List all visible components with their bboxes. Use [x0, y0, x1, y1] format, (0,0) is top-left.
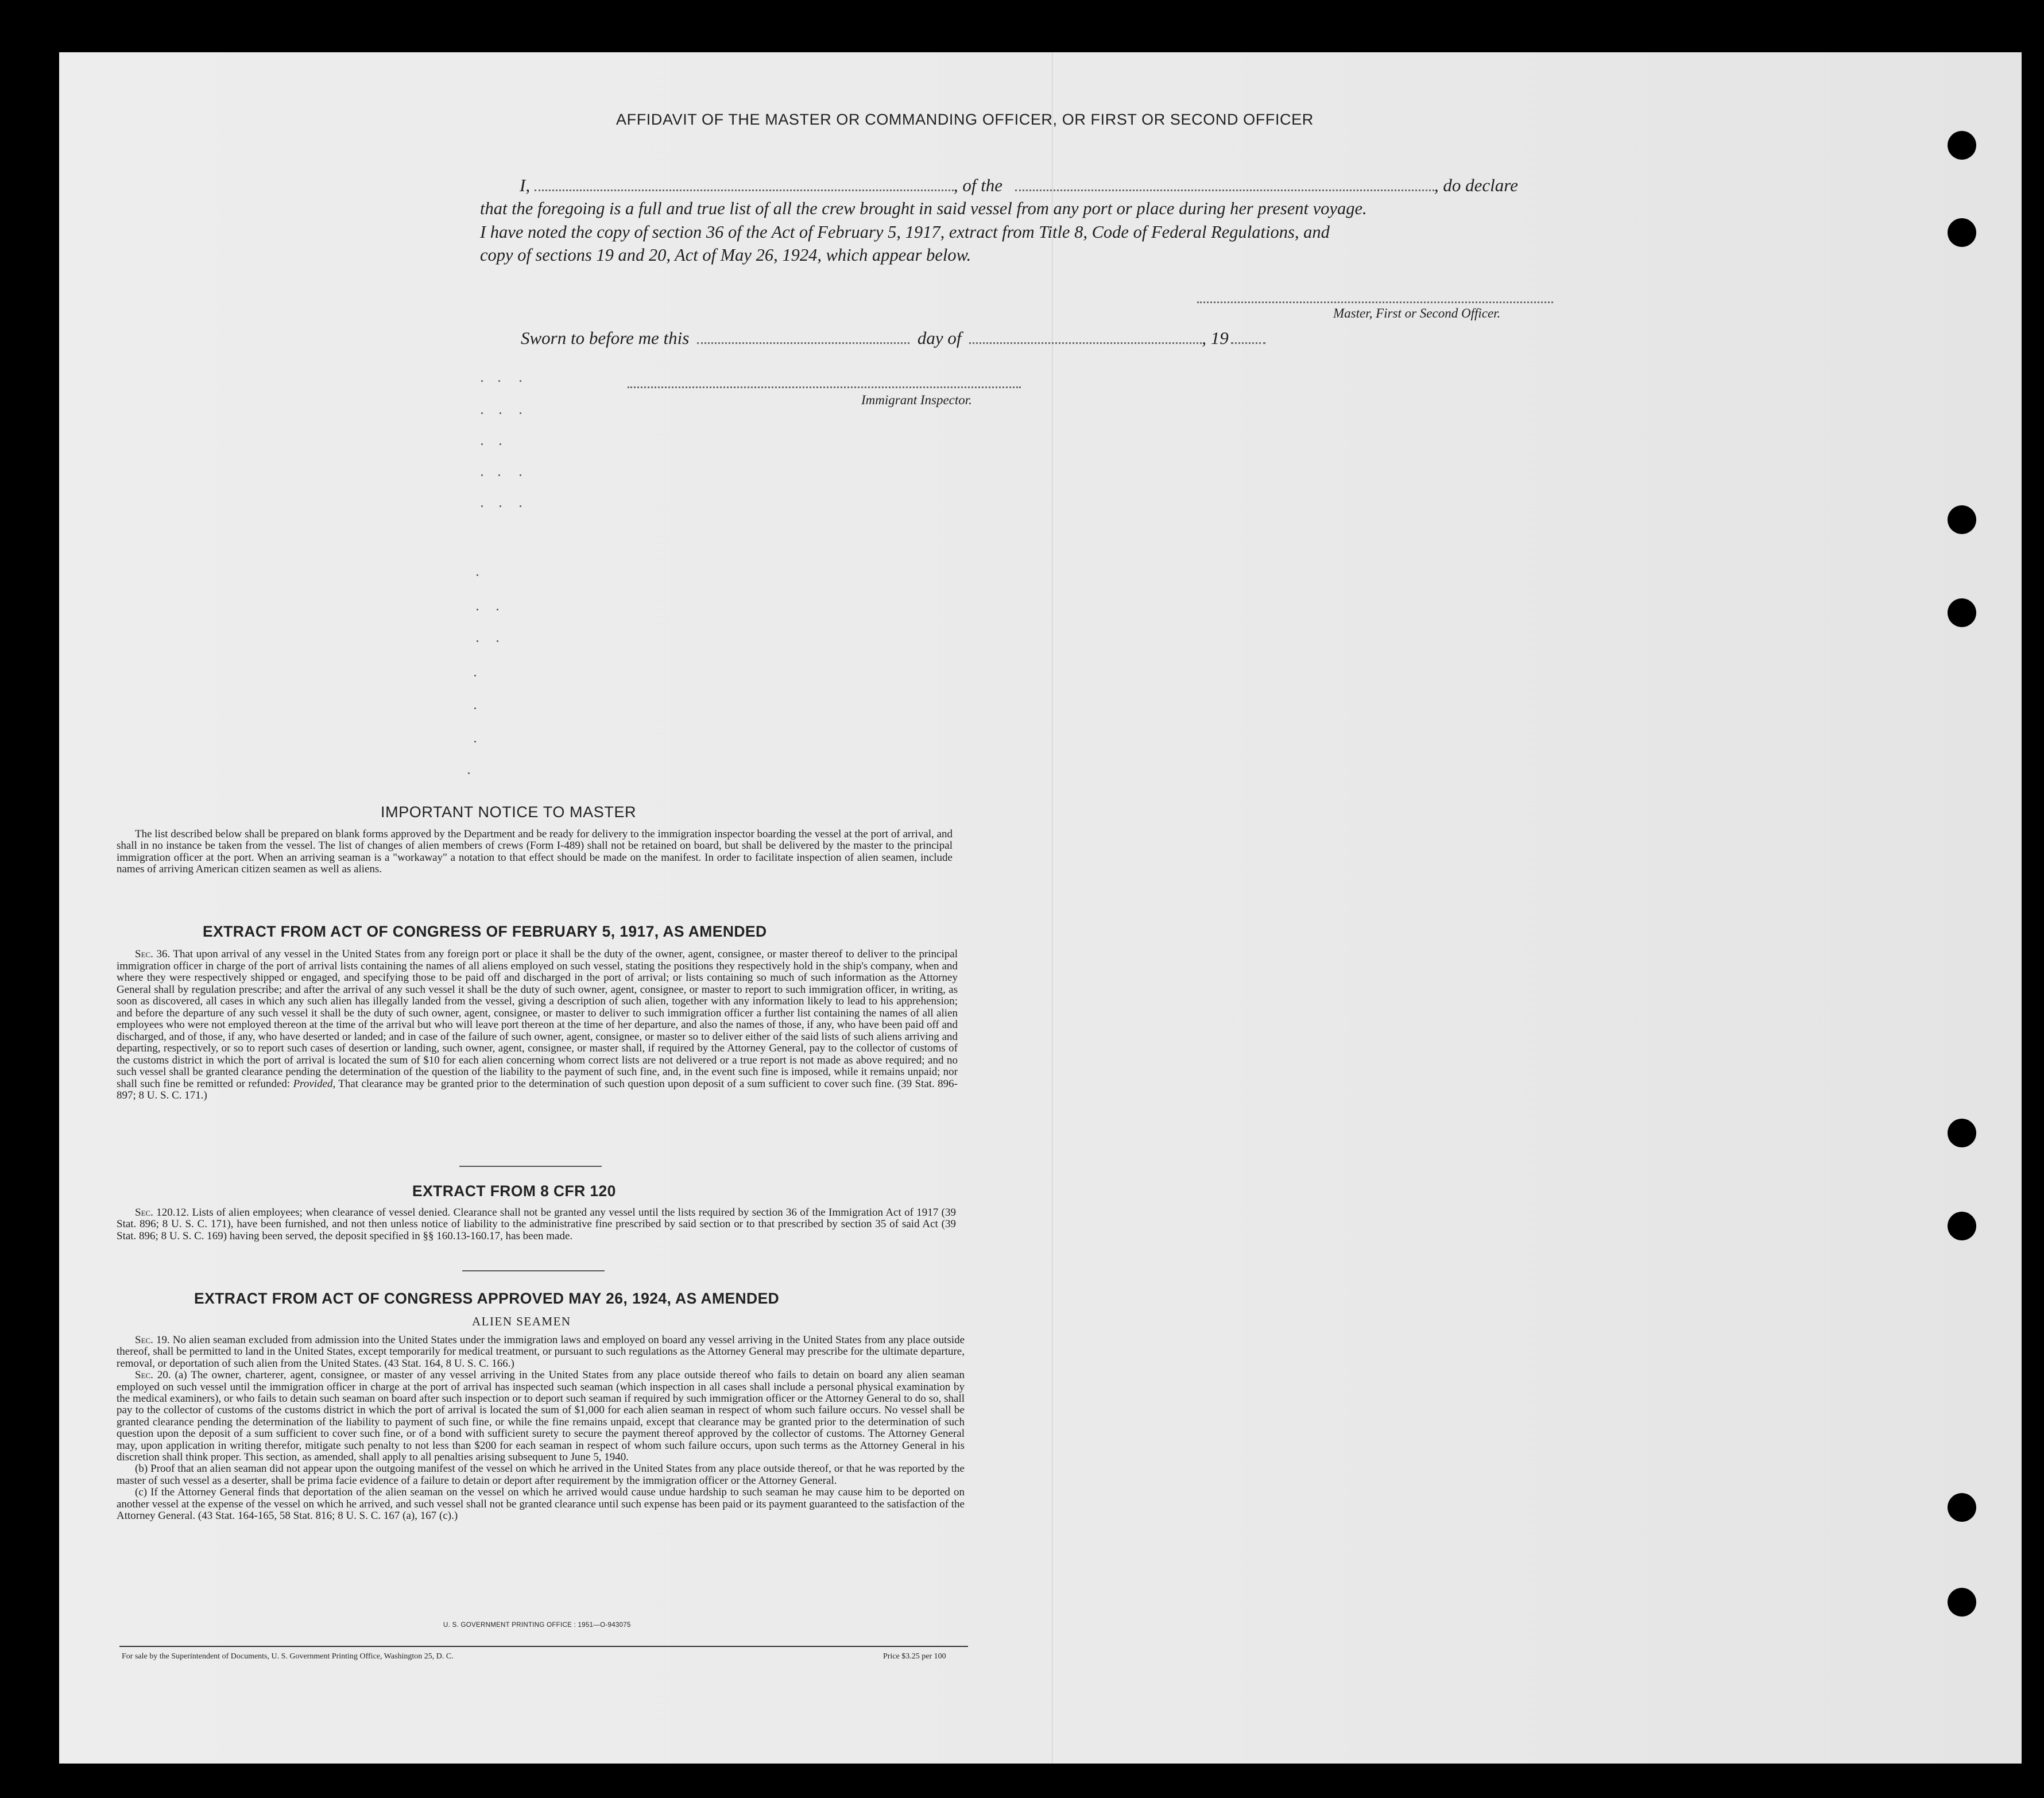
paper-speck	[481, 443, 483, 445]
i-label: I,	[520, 175, 531, 195]
sec-20b-paragraph: (b) Proof that an alien seaman did not appear upon the outgoing manifest of the vessel on which he arrived in the United States from any place outside thereof, or that he was reported by the master of such vessel as a deserter, shall be prima facie evidence of a failure to detain or deport after requirement by the immigration officer or the Attorney General.	[117, 1463, 965, 1487]
sworn-label: Sworn to before me this	[521, 328, 690, 348]
paper-speck	[500, 443, 501, 445]
sworn-month-field[interactable]	[969, 327, 1202, 344]
officer-signature-caption: Master, First or Second Officer.	[1333, 306, 1501, 320]
paper-speck	[520, 505, 521, 507]
notice-title: IMPORTANT NOTICE TO MASTER	[381, 803, 637, 821]
paper-speck	[474, 707, 476, 709]
inspector-signature-field[interactable]	[628, 376, 1021, 388]
sec-20c-paragraph: (c) If the Attorney General finds that deportation of the alien seaman on the vessel on which he arrived would cause undue hardship to such seaman he may cause him to be deported on another vessel at the expense of the vessel on which he arrived, and such vessel shall not be granted clearance until such expense has been paid or its payment guaranteed to the satisfaction of the Attorney General. (43 Stat. 164-165, 58 Stat. 816; 8 U. S. C. 167 (a), 167 (c).)	[117, 1486, 965, 1522]
paper-speck	[481, 412, 483, 414]
extract-1917-text	[117, 949, 958, 1102]
paper-speck	[497, 609, 498, 610]
extract-1924-subtitle: ALIEN SEAMEN	[472, 1314, 571, 1328]
of-the-label: , of the	[953, 175, 1003, 195]
paper-speck	[520, 380, 521, 382]
paper-speck	[481, 380, 483, 382]
binder-hole	[1948, 218, 1976, 247]
sec-36-label: Sec. 36.	[135, 948, 171, 960]
paper-speck	[481, 474, 483, 476]
inspector-caption: Immigrant Inspector.	[861, 393, 972, 407]
extract-1924-title: EXTRACT FROM ACT OF CONGRESS APPROVED MAY 26, 1924, AS AMENDED	[194, 1290, 780, 1307]
year-label: , 19	[1202, 328, 1229, 348]
section-divider	[462, 1270, 605, 1271]
sworn-day-field[interactable]	[697, 327, 909, 344]
binder-hole	[1948, 598, 1976, 627]
vessel-name-field[interactable]	[1015, 175, 1434, 191]
binder-hole	[1948, 131, 1976, 160]
paper-speck	[520, 412, 521, 414]
paper-speck	[520, 474, 521, 476]
sec-36-body: That upon arrival of any vessel in the United States from any foreign port or place it shall be the duty of the owner, agent, consignee, or master thereof to deliver to the principal immigration officer in charge of the port of arrival lists containing the names of all aliens employed on such vessel, stating the positions they respectively hold in the ship's company, when and where they were respectively shipped or engaged, and specifying those to be paid off and discharged in the port of arrival; or lists containing so much of such information as the Attorney General shall by regulation prescribe; and after the arrival of any such vessel it shall be the duty of such owner, agent, consignee, or master to report to such immigration officer, in writing, as soon as discovered, all cases in which any such alien has illegally landed from the vessel, giving a description of such alien, together with any information likely to lead to his apprehension; and before the departure of any such vessel it shall be the duty of such owner, agent, consignee, or master to deliver to such immigration officer a further list containing the names of all alien employees who were not employed thereon at the time of the arrival but who will leave port thereon at the time of her departure, and also the names of those, if any, who have been paid off and discharged, and of those, if any, who have deserted or landed; and in case of the failure of such owner, agent, consignee, or master so to deliver either of the said lists of such aliens arriving and departing, respectively, or so to report such cases of desertion or landing, such owner, agent, consignee, or master shall, if required by the Attorney General, pay to the collector of customs of the customs district in which the port of arrival is located the sum of $10 for each alien concerning whom correct lists are not delivered or a true report is not made as above required; and no such vessel shall be granted clearance pending the determination of the question of the liability to the payment of such fine, and, in the event such fine is imposed, while it remains unpaid; nor shall such fine be remitted or refunded:	[117, 948, 958, 1090]
extract-cfr-title: EXTRACT FROM 8 CFR 120	[412, 1182, 616, 1200]
sec-19-paragraph	[117, 1335, 965, 1370]
declarant-name-field[interactable]	[535, 175, 954, 191]
paper-speck	[477, 574, 478, 576]
affidavit-title: AFFIDAVIT OF THE MASTER OR COMMANDING OFFICER, OR FIRST OR SECOND OFFICER	[616, 111, 1314, 128]
sec-36-body-end: That clearance may be granted prior to the determination of such question upon deposit of a sum sufficient to cover such fine. (39 Stat. 896-897; 8 U. S. C. 171.)	[117, 1077, 958, 1101]
binder-hole	[1948, 1588, 1976, 1617]
declaration-line-1: that the foregoing is a full and true list of all the crew brought in said vessel from any port or place during her present voyage.	[480, 199, 1367, 218]
paper-speck	[498, 380, 500, 382]
declaration-line-2: I have noted the copy of section 36 of the Act of February 5, 1917, extract from Title 8, Code of Federal Regulations, and	[480, 222, 1330, 242]
footer-rule	[119, 1646, 968, 1647]
declarant-line	[520, 175, 1518, 196]
paper-speck	[474, 741, 476, 743]
day-of-label: day of	[917, 328, 962, 348]
proviso-label: Provided,	[293, 1077, 336, 1090]
paper-speck	[500, 505, 501, 507]
paper-speck	[497, 640, 498, 642]
section-divider	[459, 1166, 602, 1167]
paper-speck	[498, 474, 500, 476]
officer-signature-field[interactable]	[1197, 290, 1553, 303]
extract-1924-text	[117, 1335, 965, 1522]
paper-speck	[481, 505, 483, 507]
paper-speck	[500, 412, 501, 414]
paper-speck	[477, 640, 478, 642]
sec-120-12-body: Lists of alien employees; when clearance of vessel denied. Clearance shall not be granted any vessel until the lists required by section 36 of the Immigration Act of 1917 (39 Stat. 896; 8 U. S. C. 171), have been furnished, and not then unless notice of liability to the administrative fine prescribed by said section or to that prescribed by section 35 of said Act (39 Stat. 896; 8 U. S. C. 169) having been served, the deposit specified in §§ 160.13-160.17, has been made.	[117, 1207, 956, 1242]
declaration-line-3: copy of sections 19 and 20, Act of May 26, 1924, which appear below.	[480, 245, 971, 265]
sec-19-label: Sec. 19.	[135, 1334, 170, 1346]
sec-19-body: No alien seaman excluded from admission into the United States under the immigration laws and employed on board any vessel arriving in the United States from any place outside thereof, shall be permitted to land in the United States, except temporarily for medical treatment, or pursuant to such regulations as the Attorney General may prescribe for the ultimate departure, removal, or deportation of such alien from the United States. (43 Stat. 164, 8 U. S. C. 166.)	[117, 1334, 965, 1370]
sworn-line	[521, 327, 1265, 349]
binder-hole	[1948, 1212, 1976, 1240]
binder-hole	[1948, 1493, 1976, 1522]
do-declare-label: , do declare	[1434, 175, 1518, 195]
binder-hole	[1948, 505, 1976, 534]
sworn-year-field[interactable]	[1231, 327, 1265, 344]
footer-sale-text: For sale by the Superintendent of Documents, U. S. Government Printing Office, Washington 25, D. C.	[122, 1652, 454, 1661]
paper-speck	[468, 772, 470, 774]
paper-speck	[474, 675, 476, 676]
sec-20-label: Sec. 20.	[135, 1369, 171, 1382]
binder-hole	[1948, 1119, 1976, 1147]
footer-price: Price $3.25 per 100	[883, 1652, 946, 1661]
printing-office-imprint: U. S. GOVERNMENT PRINTING OFFICE : 1951—O-943075	[443, 1622, 631, 1629]
sec-20a-paragraph	[117, 1370, 965, 1463]
extract-cfr-text	[117, 1207, 956, 1242]
notice-text: The list described below shall be prepared on blank forms approved by the Department and be ready for delivery to the immigration inspector boarding the vessel at the port of arrival, and shall in no instance be taken from the vessel. The list of changes of alien members of crews (Form I-489) shall not be retained on board, but shall be delivered by the master to the principal immigration officer at the port. When an arriving seaman is a "workaway" a notation to that effect should be made on the manifest. In order to facilitate inspection of alien seamen, include names of arriving American citizen seamen as well as aliens.	[117, 828, 953, 875]
extract-1917-title: EXTRACT FROM ACT OF CONGRESS OF FEBRUARY 5, 1917, AS AMENDED	[203, 923, 767, 940]
sec-20a-body: (a) The owner, charterer, agent, consignee, or master of any vessel arriving in the United States from any place outside thereof who fails to detain on board any alien seaman employed on such vessel until the immigration officer in charge at the port of arrival has inspected such seaman (which inspection in all cases shall include a personal physical examination by the medical examiners), or who fails to detain such seaman on board after such inspection or to deport such seaman if required by such immigration officer or the Attorney General to do so, shall pay to the collector of customs of the customs district in which the port of arrival is located the sum of $1,000 for each alien seaman in respect of whom such failure occurs. No vessel shall be granted clearance pending the determination of the liability to payment of such fine, or while the fine remains unpaid, except that clearance may be granted prior to the determination of such question upon the deposit of a sum sufficient to cover such fine, or of a bond with sufficient surety to secure the payment thereof approved by the collector of customs. The Attorney General may, upon application in writing therefor, mitigate such penalty to not less than $200 for each seaman in respect of whom such failure occurs, upon such terms as the Attorney General in his discretion shall think proper. This section, as amended, shall apply to all penalties arising subsequent to June 5, 1940.	[117, 1369, 965, 1464]
paper-speck	[477, 609, 478, 610]
sec-120-12-label: Sec. 120.12.	[135, 1207, 189, 1219]
page-fold-crease	[1052, 52, 1054, 1764]
